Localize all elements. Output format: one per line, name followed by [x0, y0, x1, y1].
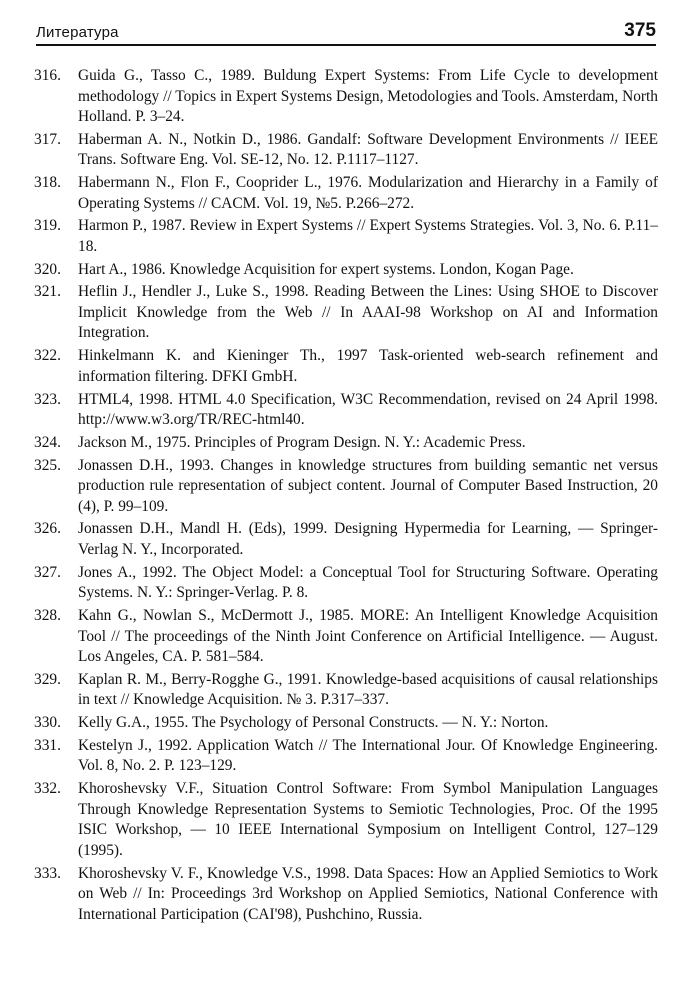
reference-number: 317.	[34, 130, 61, 148]
reference-item	[34, 670, 658, 711]
reference-item	[34, 346, 658, 387]
reference-text: Kelly G.A., 1955. The Psychology of Personal Constructs. — N. Y.: Norton.	[78, 714, 549, 732]
reference-number: 327.	[34, 563, 61, 581]
reference-item	[34, 130, 658, 171]
reference-number: 326.	[34, 520, 61, 538]
reference-item	[34, 456, 658, 518]
reference-item	[34, 519, 658, 560]
reference-item	[34, 563, 658, 604]
reference-number: 329.	[34, 670, 61, 688]
section-title: Литература	[36, 24, 119, 41]
reference-item	[34, 173, 658, 214]
reference-text: Jonassen D.H., 1993. Changes in knowledge structures from building semantic net versus production rule representation of subject content. Journal of Computer Based Instruction, 20 (4), P. 99–109.	[78, 456, 658, 515]
reference-number: 319.	[34, 217, 61, 235]
reference-text: Jackson M., 1975. Principles of Program Design. N. Y.: Academic Press.	[78, 433, 526, 451]
reference-text: Heflin J., Hendler J., Luke S., 1998. Reading Between the Lines: Using SHOE to Discover Implicit Knowledge from the Web // In AAAI-98 Workshop on AI and Information Integration.	[78, 283, 658, 342]
reference-text: Haberman A. N., Notkin D., 1986. Gandalf: Software Development Environments // IEEE Trans. Software Eng. Vol. SE-12, No. 12. P.1117–1127.	[78, 130, 658, 169]
reference-text: Jonassen D.H., Mandl H. (Eds), 1999. Designing Hypermedia for Learning, — Springer-Verlag N. Y., Incorporated.	[78, 520, 658, 558]
reference-item	[34, 433, 658, 454]
reference-item	[34, 606, 658, 668]
reference-number: 331.	[34, 736, 61, 754]
reference-number: 324.	[34, 433, 61, 451]
reference-number: 330.	[34, 714, 61, 732]
reference-text: Hinkelmann K. and Kieninger Th., 1997 Task-oriented web-search refinement and information filtering. DFKI GmbH.	[78, 347, 658, 385]
reference-list	[34, 66, 658, 927]
reference-text: Kestelyn J., 1992. Application Watch // The International Jour. Of Knowledge Engineering. Vol. 8, No. 2. P. 123–129.	[78, 736, 658, 775]
reference-item	[34, 66, 658, 128]
reference-item	[34, 260, 658, 281]
reference-text: Hart A., 1986. Knowledge Acquisition for expert systems. London, Kogan Page.	[78, 260, 574, 278]
reference-text: Jones A., 1992. The Object Model: a Conceptual Tool for Structuring Software. Operating Systems. N. Y.: Springer-Verlag. P. 8.	[78, 563, 658, 602]
reference-text: Kaplan R. M., Berry-Rogghe G., 1991. Knowledge-based acquisitions of causal relationships in text // Knowledge Acquisition. № 3. P.317–337.	[78, 670, 658, 709]
page-number: 375	[624, 20, 656, 41]
reference-text: Khoroshevsky V. F., Knowledge V.S., 1998. Data Spaces: How an Applied Semiotics to Work on Web // In: Proceedings 3rd Workshop on Applied Semiotics, National Conference with International Participation (CAI'98), Pushchino, Russia.	[78, 864, 658, 923]
reference-number: 323.	[34, 390, 61, 408]
reference-text: HTML4, 1998. HTML 4.0 Specification, W3C Recommendation, revised on 24 April 1998. http://www.w3.org/TR/REC-html40.	[78, 390, 658, 429]
reference-item	[34, 282, 658, 344]
reference-number: 320.	[34, 260, 61, 278]
reference-item	[34, 864, 658, 926]
reference-item	[34, 216, 658, 257]
reference-number: 328.	[34, 607, 61, 625]
reference-text: Harmon P., 1987. Review in Expert Systems // Expert Systems Strategies. Vol. 3, No. 6. P.11–18.	[78, 217, 658, 255]
reference-text: Guida G., Tasso C., 1989. Buldung Expert Systems: From Life Cycle to development methodology // Topics in Expert Systems Design, Metodologies and Tools. Amsterdam, North Holland. P. 3–24.	[78, 67, 658, 125]
reference-number: 316.	[34, 67, 61, 84]
reference-number: 325.	[34, 456, 61, 474]
page-header	[36, 18, 656, 46]
reference-number: 332.	[34, 780, 61, 798]
reference-number: 318.	[34, 174, 61, 192]
reference-number: 333.	[34, 864, 61, 882]
reference-item	[34, 779, 658, 861]
reference-text: Kahn G., Nowlan S., McDermott J., 1985. MORE: An Intelligent Knowledge Acquisition Tool // The proceedings of the Ninth Joint Conference on Artificial Intelligence. — August. Los Angeles, CA. P. 581–584.	[78, 607, 658, 666]
reference-text: Khoroshevsky V.F., Situation Control Software: From Symbol Manipulation Languages Through Knowledge Representation Systems to Semiotic Technologies, Proc. Of the 1995 ISIC Workshop, — 10 IEEE International Symposium on Intelligent Control, 127–129 (1995).	[78, 780, 658, 859]
reference-item	[34, 713, 658, 734]
reference-text: Habermann N., Flon F., Cooprider L., 1976. Modularization and Hierarchy in a Family of Operating Systems // CACM. Vol. 19, №5. P.266–272.	[78, 174, 658, 212]
reference-number: 321.	[34, 283, 61, 301]
reference-item	[34, 736, 658, 777]
reference-item	[34, 390, 658, 431]
reference-number: 322.	[34, 347, 61, 365]
